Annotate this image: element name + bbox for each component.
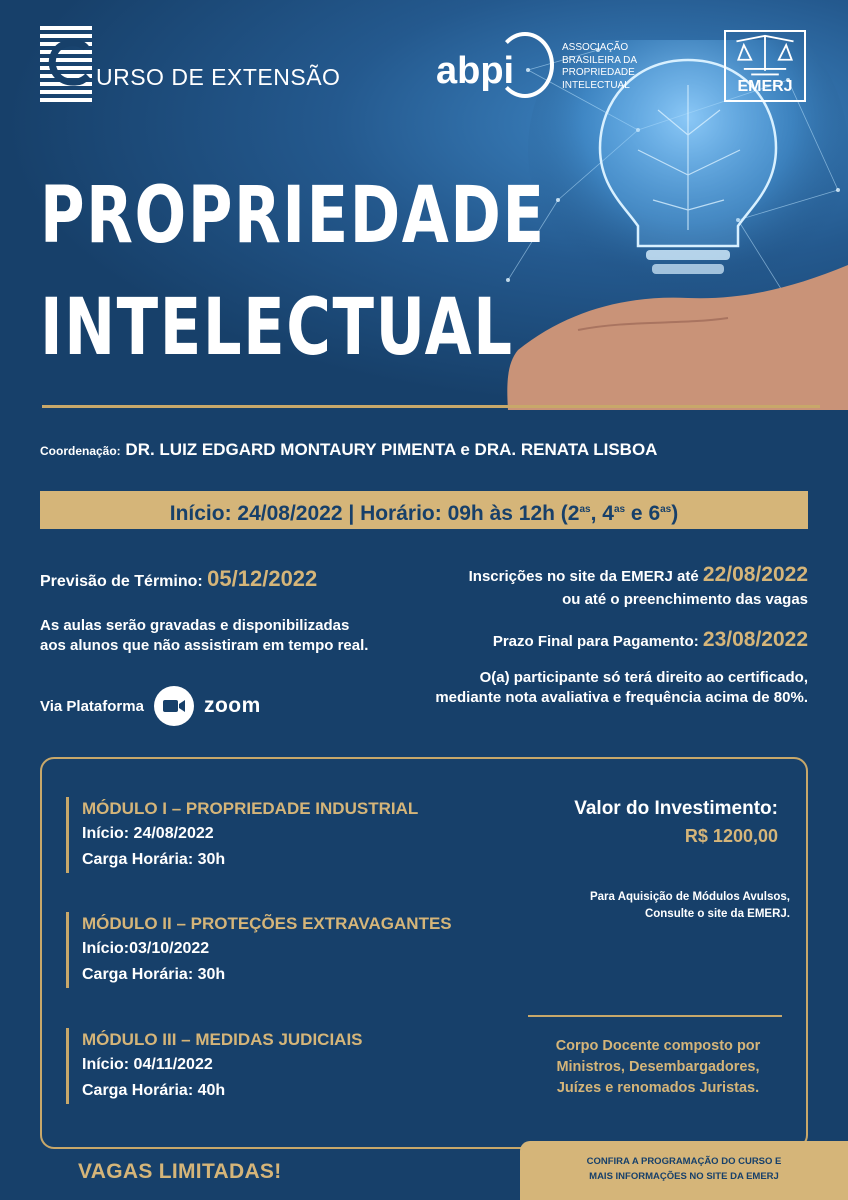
right-info — [408, 565, 808, 708]
avulso-line-2: Consulte o site da EMERJ. — [644, 908, 790, 920]
scales-justice-icon — [726, 34, 804, 80]
curso-extensao-label: URSO DE EXTENSÃO — [96, 64, 341, 90]
title-line-1: PROPRIEDADE — [40, 171, 546, 261]
schedule-sup: as — [613, 504, 626, 515]
module-title: MÓDULO III – MEDIDAS JUDICIAIS — [82, 1030, 363, 1049]
zoom-camera-icon — [154, 686, 194, 726]
spacer — [408, 652, 808, 668]
inscricoes-date: 22/08/2022 — [702, 563, 808, 586]
termino-date: 05/12/2022 — [207, 566, 318, 591]
left-info — [40, 566, 420, 656]
module-start: Início:03/10/2022 — [82, 940, 210, 957]
recorded-line-2: aos alunos que não assistiram em tempo real. — [40, 637, 369, 654]
platform-row — [40, 686, 261, 726]
module-title: MÓDULO II – PROTEÇÕES EXTRAVAGANTES — [82, 914, 452, 933]
curso-extensao-logo-icon — [40, 26, 92, 106]
module-title: MÓDULO I – PROPRIEDADE INDUSTRIAL — [82, 799, 419, 818]
inscricoes — [408, 565, 808, 587]
spacer — [408, 610, 808, 630]
recorded-classes-note — [40, 616, 420, 656]
certificate-line-1: O(a) participante só terá direito ao certificado, — [479, 669, 808, 686]
coordination-names: DR. LUIZ EDGARD MONTAURY PIMENTA e DRA. RENATA LISBOA — [125, 440, 658, 459]
faculty-line-1: Corpo Docente composto por — [555, 1038, 761, 1054]
emerj-logo-label: EMERJ — [737, 78, 793, 95]
inscricoes-label: Inscrições no site da EMERJ até — [468, 568, 699, 585]
avulso-line-1: Para Aquisição de Módulos Avulsos, — [589, 891, 790, 903]
schedule-sup: as — [660, 504, 672, 515]
schedule-text: , 4 — [590, 502, 614, 525]
module-hours: Carga Horária: 30h — [82, 966, 226, 983]
recorded-line-1: As aulas serão gravadas e disponibilizadas — [40, 617, 350, 634]
more-info-banner — [520, 1141, 848, 1200]
coordination — [40, 440, 657, 460]
coordination-label: Coordenação: — [40, 444, 121, 458]
prazo-label: Prazo Final para Pagamento: — [492, 633, 699, 650]
module-2 — [66, 912, 452, 988]
prazo-date: 23/08/2022 — [702, 628, 808, 651]
investment — [574, 798, 778, 847]
module-3 — [66, 1028, 363, 1104]
prazo — [408, 630, 808, 652]
investment-title: Valor do Investimento: — [574, 798, 778, 819]
vagas-note: ou até o preenchimento das vagas — [562, 591, 808, 608]
zoom-logo-text: zoom — [203, 694, 261, 717]
investment-price: R$ 1200,00 — [684, 826, 778, 846]
termino — [40, 566, 420, 592]
platform-label: Via Plataforma — [40, 697, 144, 715]
schedule-bar — [40, 491, 808, 529]
module-hours: Carga Horária: 30h — [82, 851, 226, 868]
abpi-logo-text: abpi — [436, 50, 515, 92]
abpi-logo-ring-icon — [496, 32, 554, 98]
module-1 — [66, 797, 418, 873]
abpi-description: ASSOCIAÇÃO BRASILEIRA DA PROPRIEDADE INTELECTUAL — [562, 42, 637, 91]
more-info-line-1: CONFIRA A PROGRAMAÇÃO DO CURSO E — [586, 1156, 782, 1167]
module-start: Início: 24/08/2022 — [82, 825, 214, 842]
module-start: Início: 04/11/2022 — [82, 1056, 213, 1073]
faculty-note — [528, 1036, 788, 1099]
module-hours: Carga Horária: 40h — [82, 1082, 226, 1099]
faculty-line-3: Juízes e renomados Juristas. — [556, 1080, 760, 1096]
avulso-note — [590, 889, 790, 923]
schedule-text: ) — [671, 502, 679, 525]
docente-divider — [528, 1015, 782, 1017]
schedule-sup: as — [579, 504, 591, 515]
title-line-2: INTELECTUAL — [40, 283, 514, 373]
schedule-text: Início: 24/08/2022 | Horário: 09h às 12h (2 — [169, 502, 580, 525]
schedule-text: e 6 — [625, 502, 661, 525]
limited-spots-label: VAGAS LIMITADAS! — [78, 1160, 282, 1183]
termino-label: Previsão de Término: — [40, 573, 203, 590]
more-info-line-2: MAIS INFORMAÇÕES NO SITE DA EMERJ — [589, 1171, 779, 1182]
title-divider — [42, 405, 820, 408]
certificate-line-2: mediante nota avaliativa e frequência acima de 80%. — [435, 689, 808, 706]
page-title — [40, 160, 546, 384]
emerj-logo — [724, 30, 806, 102]
faculty-line-2: Ministros, Desembargadores, — [556, 1059, 760, 1075]
